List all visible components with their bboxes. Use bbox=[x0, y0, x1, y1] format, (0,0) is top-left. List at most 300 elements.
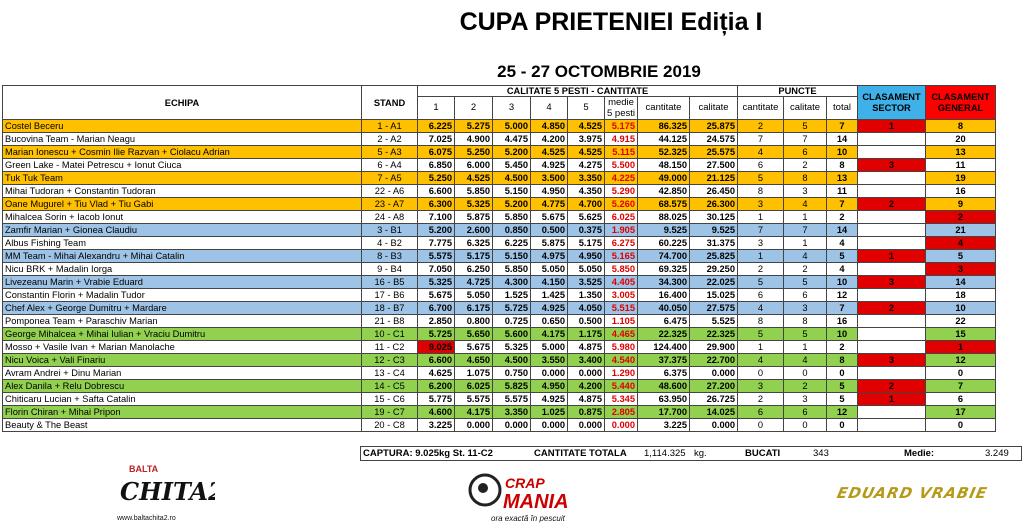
points-cantitate-cell: 8 bbox=[738, 315, 784, 328]
fish-weight-cell: 4.200 bbox=[531, 133, 568, 146]
cantitate-totala-value: 1,114.325 bbox=[644, 448, 686, 459]
medie-cell: 5.515 bbox=[605, 302, 638, 315]
table-row bbox=[3, 328, 996, 341]
cantitate-cell: 9.525 bbox=[638, 224, 690, 237]
points-calitate-cell: 0 bbox=[784, 419, 827, 432]
fish-weight-cell: 7.775 bbox=[418, 237, 455, 250]
results-table bbox=[2, 85, 996, 432]
points-total-cell: 5 bbox=[827, 250, 858, 263]
points-calitate-cell: 3 bbox=[784, 302, 827, 315]
fish-weight-cell: 4.725 bbox=[455, 276, 493, 289]
clasament-general-cell: 22 bbox=[926, 315, 996, 328]
points-cantitate-cell: 6 bbox=[738, 289, 784, 302]
points-total-cell: 7 bbox=[827, 120, 858, 133]
header-cantitate: cantitate bbox=[638, 97, 690, 120]
table-row bbox=[3, 185, 996, 198]
page-title-text: CUPA PRIETENIEI Ediția I bbox=[459, 8, 763, 36]
clasament-general-cell: 13 bbox=[926, 146, 996, 159]
crap-logo-slogan: ora exactă în pescuit bbox=[491, 514, 565, 523]
points-total-cell: 11 bbox=[827, 185, 858, 198]
points-calitate-cell: 2 bbox=[784, 159, 827, 172]
medie-cell: 5.850 bbox=[605, 263, 638, 276]
calitate-cell: 25.825 bbox=[690, 250, 738, 263]
clasament-general-cell: 2 bbox=[926, 211, 996, 224]
points-total-cell: 14 bbox=[827, 224, 858, 237]
clasament-general-cell: 3 bbox=[926, 263, 996, 276]
calitate-cell: 0.000 bbox=[690, 367, 738, 380]
fish-weight-cell: 4.175 bbox=[531, 328, 568, 341]
fish-weight-cell: 0.750 bbox=[493, 367, 531, 380]
fish-weight-cell: 0.875 bbox=[568, 406, 605, 419]
clasament-general-cell: 14 bbox=[926, 276, 996, 289]
fish-weight-cell: 5.325 bbox=[493, 341, 531, 354]
fish-weight-cell: 5.575 bbox=[455, 393, 493, 406]
header-echipa: ECHIPA bbox=[3, 86, 362, 120]
fish-weight-cell: 5.575 bbox=[418, 250, 455, 263]
fish-weight-cell: 7.050 bbox=[418, 263, 455, 276]
medie-cell: 5.115 bbox=[605, 146, 638, 159]
crap-mania-logo bbox=[463, 468, 613, 524]
points-calitate-cell: 6 bbox=[784, 406, 827, 419]
fish-weight-cell: 4.650 bbox=[455, 354, 493, 367]
fish-weight-cell: 0.000 bbox=[455, 419, 493, 432]
clasament-sector-cell bbox=[858, 367, 926, 380]
calitate-cell: 22.325 bbox=[690, 328, 738, 341]
cantitate-cell: 6.375 bbox=[638, 367, 690, 380]
clasament-general-cell: 0 bbox=[926, 367, 996, 380]
points-calitate-cell: 3 bbox=[784, 393, 827, 406]
header-calitate-group: CALITATE 5 PESTI - CANTITATE bbox=[418, 86, 738, 97]
points-total-cell: 10 bbox=[827, 146, 858, 159]
fish-weight-cell: 1.075 bbox=[455, 367, 493, 380]
fish-weight-cell: 5.250 bbox=[418, 172, 455, 185]
cantitate-cell: 49.000 bbox=[638, 172, 690, 185]
clasament-general-cell: 20 bbox=[926, 133, 996, 146]
medie-cell: 5.175 bbox=[605, 120, 638, 133]
medie-cell: 4.405 bbox=[605, 276, 638, 289]
team-name-cell: Mihai Tudoran + Constantin Tudoran bbox=[3, 185, 362, 198]
fish-weight-cell: 0.000 bbox=[531, 419, 568, 432]
fish-weight-cell: 5.775 bbox=[418, 393, 455, 406]
bucati-label: BUCATI bbox=[745, 448, 781, 459]
fish-weight-cell: 5.650 bbox=[455, 328, 493, 341]
fish-weight-cell: 1.425 bbox=[531, 289, 568, 302]
stand-cell: 21 - B8 bbox=[362, 315, 418, 328]
fish-weight-cell: 4.925 bbox=[531, 393, 568, 406]
points-calitate-cell: 7 bbox=[784, 133, 827, 146]
stand-cell: 22 - A6 bbox=[362, 185, 418, 198]
points-total-cell: 4 bbox=[827, 237, 858, 250]
fish-weight-cell: 6.200 bbox=[418, 380, 455, 393]
medie-cell: 5.500 bbox=[605, 159, 638, 172]
clasament-sector-cell: 3 bbox=[858, 354, 926, 367]
team-name-cell: Avram Andrei + Dinu Marian bbox=[3, 367, 362, 380]
fish-weight-cell: 4.300 bbox=[493, 276, 531, 289]
points-total-cell: 4 bbox=[827, 263, 858, 276]
fish-weight-cell: 6.175 bbox=[455, 302, 493, 315]
stand-cell: 3 - B1 bbox=[362, 224, 418, 237]
points-total-cell: 10 bbox=[827, 328, 858, 341]
table-row bbox=[3, 224, 996, 237]
points-cantitate-cell: 6 bbox=[738, 406, 784, 419]
calitate-cell: 21.125 bbox=[690, 172, 738, 185]
stand-cell: 10 - C1 bbox=[362, 328, 418, 341]
points-calitate-cell: 0 bbox=[784, 367, 827, 380]
cantitate-cell: 60.225 bbox=[638, 237, 690, 250]
medie-cell: 2.805 bbox=[605, 406, 638, 419]
table-row bbox=[3, 302, 996, 315]
fish-weight-cell: 4.700 bbox=[568, 198, 605, 211]
cantitate-cell: 3.225 bbox=[638, 419, 690, 432]
medie-cell: 0.000 bbox=[605, 419, 638, 432]
points-cantitate-cell: 7 bbox=[738, 133, 784, 146]
header-p2: 2 bbox=[455, 97, 493, 120]
clasament-general-cell: 7 bbox=[926, 380, 996, 393]
fish-weight-cell: 5.200 bbox=[493, 198, 531, 211]
points-cantitate-cell: 1 bbox=[738, 341, 784, 354]
points-total-cell: 13 bbox=[827, 172, 858, 185]
cantitate-cell: 48.150 bbox=[638, 159, 690, 172]
calitate-cell: 29.250 bbox=[690, 263, 738, 276]
clasament-sector-cell: 2 bbox=[858, 302, 926, 315]
fish-weight-cell: 4.975 bbox=[531, 250, 568, 263]
header-p3: 3 bbox=[493, 97, 531, 120]
fish-weight-cell: 4.150 bbox=[531, 276, 568, 289]
fish-weight-cell: 4.275 bbox=[568, 159, 605, 172]
fish-weight-cell: 5.600 bbox=[493, 328, 531, 341]
clasament-general-cell: 6 bbox=[926, 393, 996, 406]
stand-cell: 23 - A7 bbox=[362, 198, 418, 211]
fish-weight-cell: 4.050 bbox=[568, 302, 605, 315]
fish-weight-cell: 5.050 bbox=[568, 263, 605, 276]
fish-weight-cell: 4.950 bbox=[531, 185, 568, 198]
table-row bbox=[3, 393, 996, 406]
clasament-sector-cell bbox=[858, 185, 926, 198]
medie-cell: 6.025 bbox=[605, 211, 638, 224]
points-cantitate-cell: 5 bbox=[738, 276, 784, 289]
clasament-general-cell: 5 bbox=[926, 250, 996, 263]
points-cantitate-cell: 3 bbox=[738, 198, 784, 211]
clasament-general-cell: 12 bbox=[926, 354, 996, 367]
points-total-cell: 5 bbox=[827, 380, 858, 393]
fish-weight-cell: 5.725 bbox=[493, 302, 531, 315]
team-name-cell: Beauty & The Beast bbox=[3, 419, 362, 432]
fish-weight-cell: 0.850 bbox=[493, 224, 531, 237]
fish-weight-cell: 3.975 bbox=[568, 133, 605, 146]
points-cantitate-cell: 5 bbox=[738, 328, 784, 341]
calitate-cell: 29.900 bbox=[690, 341, 738, 354]
stand-cell: 9 - B4 bbox=[362, 263, 418, 276]
points-cantitate-cell: 2 bbox=[738, 120, 784, 133]
points-total-cell: 12 bbox=[827, 406, 858, 419]
fish-weight-cell: 4.950 bbox=[531, 380, 568, 393]
clasament-general-cell: 8 bbox=[926, 120, 996, 133]
fish-weight-cell: 4.525 bbox=[568, 146, 605, 159]
stand-cell: 13 - C4 bbox=[362, 367, 418, 380]
points-calitate-cell: 2 bbox=[784, 380, 827, 393]
table-row bbox=[3, 354, 996, 367]
stand-cell: 11 - C2 bbox=[362, 341, 418, 354]
cantitate-cell: 88.025 bbox=[638, 211, 690, 224]
fish-weight-cell: 0.000 bbox=[568, 419, 605, 432]
medie-cell: 1.290 bbox=[605, 367, 638, 380]
fish-weight-cell: 0.000 bbox=[493, 419, 531, 432]
fish-weight-cell: 5.450 bbox=[493, 159, 531, 172]
medie-cell: 5.345 bbox=[605, 393, 638, 406]
fish-weight-cell: 0.725 bbox=[493, 315, 531, 328]
fish-weight-cell: 7.100 bbox=[418, 211, 455, 224]
points-total-cell: 0 bbox=[827, 367, 858, 380]
points-cantitate-cell: 5 bbox=[738, 172, 784, 185]
team-name-cell: George Mihalcea + Mihai Iulian + Vraciu Dumitru bbox=[3, 328, 362, 341]
clasament-sector-cell bbox=[858, 315, 926, 328]
cantitate-cell: 42.850 bbox=[638, 185, 690, 198]
fish-weight-cell: 3.550 bbox=[531, 354, 568, 367]
header-medie: medie 5 pesti bbox=[605, 97, 638, 120]
fish-weight-cell: 1.525 bbox=[493, 289, 531, 302]
fish-weight-cell: 4.200 bbox=[568, 380, 605, 393]
clasament-sector-cell bbox=[858, 146, 926, 159]
clasament-general-cell: 1 bbox=[926, 341, 996, 354]
page-subtitle: 25 - 27 OCTOMBRIE 2019 bbox=[497, 62, 701, 81]
points-cantitate-cell: 2 bbox=[738, 263, 784, 276]
calitate-cell: 27.575 bbox=[690, 302, 738, 315]
medie-cell: 4.540 bbox=[605, 354, 638, 367]
fish-weight-cell: 5.825 bbox=[493, 380, 531, 393]
clasament-sector-cell bbox=[858, 211, 926, 224]
points-total-cell: 8 bbox=[827, 159, 858, 172]
fish-weight-cell: 5.875 bbox=[455, 211, 493, 224]
team-name-cell: Chef Alex + George Dumitru + Mardare bbox=[3, 302, 362, 315]
fish-weight-cell: 5.625 bbox=[568, 211, 605, 224]
fish-weight-cell: 7.025 bbox=[418, 133, 455, 146]
fish-weight-cell: 4.950 bbox=[568, 250, 605, 263]
points-total-cell: 12 bbox=[827, 289, 858, 302]
fish-weight-cell: 4.775 bbox=[531, 198, 568, 211]
fish-weight-cell: 5.875 bbox=[531, 237, 568, 250]
calitate-cell: 0.000 bbox=[690, 419, 738, 432]
team-name-cell: Bucovina Team - Marian Neagu bbox=[3, 133, 362, 146]
fish-weight-cell: 6.000 bbox=[455, 159, 493, 172]
cantitate-totala-unit: kg. bbox=[694, 448, 707, 459]
fish-weight-cell: 3.500 bbox=[531, 172, 568, 185]
cantitate-cell: 37.375 bbox=[638, 354, 690, 367]
fish-weight-cell: 4.175 bbox=[455, 406, 493, 419]
fish-weight-cell: 5.325 bbox=[418, 276, 455, 289]
stand-cell: 18 - B7 bbox=[362, 302, 418, 315]
clasament-sector-cell bbox=[858, 289, 926, 302]
cantitate-cell: 74.700 bbox=[638, 250, 690, 263]
team-name-cell: Chiticaru Lucian + Safta Catalin bbox=[3, 393, 362, 406]
points-cantitate-cell: 4 bbox=[738, 354, 784, 367]
fish-weight-cell: 0.375 bbox=[568, 224, 605, 237]
clasament-sector-cell bbox=[858, 237, 926, 250]
points-calitate-cell: 4 bbox=[784, 198, 827, 211]
points-calitate-cell: 8 bbox=[784, 172, 827, 185]
fish-weight-cell: 5.175 bbox=[455, 250, 493, 263]
points-cantitate-cell: 4 bbox=[738, 146, 784, 159]
team-name-cell: Albus Fishing Team bbox=[3, 237, 362, 250]
header-clasament-sector: CLASAMENT SECTOR bbox=[858, 86, 926, 120]
clasament-general-cell: 18 bbox=[926, 289, 996, 302]
fish-weight-cell: 5.150 bbox=[493, 250, 531, 263]
calitate-cell: 9.525 bbox=[690, 224, 738, 237]
team-name-cell: Pomponea Team + Paraschiv Marian bbox=[3, 315, 362, 328]
clasament-sector-cell bbox=[858, 419, 926, 432]
medie-cell: 6.275 bbox=[605, 237, 638, 250]
medie-cell: 5.440 bbox=[605, 380, 638, 393]
fish-weight-cell: 4.925 bbox=[531, 159, 568, 172]
fish-weight-cell: 0.000 bbox=[568, 367, 605, 380]
calitate-cell: 26.725 bbox=[690, 393, 738, 406]
cantitate-cell: 69.325 bbox=[638, 263, 690, 276]
points-calitate-cell: 5 bbox=[784, 120, 827, 133]
stand-cell: 24 - A8 bbox=[362, 211, 418, 224]
fish-weight-cell: 4.475 bbox=[493, 133, 531, 146]
table-row bbox=[3, 380, 996, 393]
stand-cell: 2 - A2 bbox=[362, 133, 418, 146]
points-calitate-cell: 3 bbox=[784, 185, 827, 198]
header-puncte: PUNCTE bbox=[738, 86, 858, 97]
clasament-sector-cell: 3 bbox=[858, 276, 926, 289]
clasament-sector-cell bbox=[858, 172, 926, 185]
team-name-cell: Marian Ionescu + Cosmin Ilie Razvan + Ciolacu Adrian bbox=[3, 146, 362, 159]
table-row bbox=[3, 211, 996, 224]
fish-weight-cell: 4.500 bbox=[493, 172, 531, 185]
fish-weight-cell: 4.525 bbox=[531, 146, 568, 159]
clasament-sector-cell: 1 bbox=[858, 393, 926, 406]
points-calitate-cell: 7 bbox=[784, 224, 827, 237]
clasament-sector-cell bbox=[858, 133, 926, 146]
points-total-cell: 2 bbox=[827, 341, 858, 354]
fish-weight-cell: 5.200 bbox=[493, 146, 531, 159]
stand-cell: 15 - C6 bbox=[362, 393, 418, 406]
table-row bbox=[3, 172, 996, 185]
header-p1: 1 bbox=[418, 97, 455, 120]
points-cantitate-cell: 8 bbox=[738, 185, 784, 198]
table-row bbox=[3, 367, 996, 380]
clasament-general-cell: 9 bbox=[926, 198, 996, 211]
clasament-general-cell: 16 bbox=[926, 185, 996, 198]
fish-weight-cell: 5.175 bbox=[568, 237, 605, 250]
fish-weight-cell: 5.150 bbox=[493, 185, 531, 198]
clasament-general-cell: 0 bbox=[926, 419, 996, 432]
fish-weight-cell: 4.875 bbox=[568, 393, 605, 406]
points-cantitate-cell: 6 bbox=[738, 159, 784, 172]
table-row bbox=[3, 159, 996, 172]
fish-weight-cell: 5.200 bbox=[418, 224, 455, 237]
header-stand: STAND bbox=[362, 86, 418, 120]
fish-weight-cell: 0.800 bbox=[455, 315, 493, 328]
points-calitate-cell: 1 bbox=[784, 237, 827, 250]
calitate-cell: 22.025 bbox=[690, 276, 738, 289]
table-row bbox=[3, 315, 996, 328]
team-name-cell: Mosso + Vasile Ivan + Marian Manolache bbox=[3, 341, 362, 354]
fish-weight-cell: 6.850 bbox=[418, 159, 455, 172]
points-total-cell: 16 bbox=[827, 315, 858, 328]
team-name-cell: Zamfir Marian + Gionea Claudiu bbox=[3, 224, 362, 237]
fish-weight-cell: 4.925 bbox=[531, 302, 568, 315]
stand-cell: 7 - A5 bbox=[362, 172, 418, 185]
captura-text: CAPTURA: 9.025kg St. 11-C2 bbox=[363, 448, 493, 459]
points-total-cell: 5 bbox=[827, 393, 858, 406]
points-cantitate-cell: 1 bbox=[738, 211, 784, 224]
cantitate-cell: 22.325 bbox=[638, 328, 690, 341]
header-clasament-general: CLASAMENT GENERAL bbox=[926, 86, 996, 120]
fish-weight-cell: 4.525 bbox=[455, 172, 493, 185]
points-cantitate-cell: 3 bbox=[738, 237, 784, 250]
header-calitate: calitate bbox=[690, 97, 738, 120]
cantitate-cell: 6.475 bbox=[638, 315, 690, 328]
medie-cell: 4.915 bbox=[605, 133, 638, 146]
points-total-cell: 10 bbox=[827, 276, 858, 289]
calitate-cell: 27.500 bbox=[690, 159, 738, 172]
clasament-sector-cell bbox=[858, 341, 926, 354]
team-name-cell: Oane Mugurel + Tiu Vlad + Tiu Gabi bbox=[3, 198, 362, 211]
stand-cell: 12 - C3 bbox=[362, 354, 418, 367]
fish-weight-cell: 4.350 bbox=[568, 185, 605, 198]
eduard-vrabie-signature: EDUARD VRABIE bbox=[835, 484, 990, 502]
page-title bbox=[0, 8, 1024, 37]
table-row bbox=[3, 276, 996, 289]
cantitate-cell: 86.325 bbox=[638, 120, 690, 133]
clasament-sector-cell bbox=[858, 328, 926, 341]
cantitate-cell: 44.125 bbox=[638, 133, 690, 146]
table-row bbox=[3, 198, 996, 211]
table-row bbox=[3, 237, 996, 250]
points-calitate-cell: 4 bbox=[784, 354, 827, 367]
fish-weight-cell: 1.025 bbox=[531, 406, 568, 419]
table-row bbox=[3, 406, 996, 419]
medie-cell: 4.465 bbox=[605, 328, 638, 341]
cantitate-totala-label: CANTITATE TOTALA bbox=[534, 448, 627, 459]
medie-cell: 4.225 bbox=[605, 172, 638, 185]
fish-weight-cell: 0.500 bbox=[568, 315, 605, 328]
calitate-cell: 22.700 bbox=[690, 354, 738, 367]
fish-weight-cell: 5.250 bbox=[455, 146, 493, 159]
fish-weight-cell: 5.000 bbox=[531, 341, 568, 354]
cantitate-cell: 52.325 bbox=[638, 146, 690, 159]
fish-weight-cell: 6.300 bbox=[418, 198, 455, 211]
cantitate-cell: 17.700 bbox=[638, 406, 690, 419]
calitate-cell: 26.300 bbox=[690, 198, 738, 211]
points-total-cell: 0 bbox=[827, 419, 858, 432]
table-row bbox=[3, 120, 996, 133]
points-cantitate-cell: 1 bbox=[738, 250, 784, 263]
clasament-sector-cell: 2 bbox=[858, 198, 926, 211]
team-name-cell: Green Lake - Matei Petrescu + Ionut Ciuca bbox=[3, 159, 362, 172]
stand-cell: 17 - B6 bbox=[362, 289, 418, 302]
stand-cell: 6 - A4 bbox=[362, 159, 418, 172]
stand-cell: 4 - B2 bbox=[362, 237, 418, 250]
cantitate-cell: 63.950 bbox=[638, 393, 690, 406]
fish-weight-cell: 5.675 bbox=[418, 289, 455, 302]
calitate-cell: 15.025 bbox=[690, 289, 738, 302]
fish-weight-cell: 4.850 bbox=[531, 120, 568, 133]
fish-weight-cell: 5.850 bbox=[455, 185, 493, 198]
balta-logo-top-text: BALTA bbox=[129, 464, 159, 474]
team-name-cell: Livezeanu Marin + Vrabie Eduard bbox=[3, 276, 362, 289]
clasament-general-cell: 11 bbox=[926, 159, 996, 172]
fish-weight-cell: 2.850 bbox=[418, 315, 455, 328]
points-cantitate-cell: 4 bbox=[738, 302, 784, 315]
stand-cell: 14 - C5 bbox=[362, 380, 418, 393]
fish-weight-cell: 0.500 bbox=[531, 224, 568, 237]
cantitate-cell: 48.600 bbox=[638, 380, 690, 393]
table-row bbox=[3, 133, 996, 146]
balta-chita2-logo bbox=[115, 458, 215, 524]
medie-value: 3.249 bbox=[985, 448, 1009, 459]
